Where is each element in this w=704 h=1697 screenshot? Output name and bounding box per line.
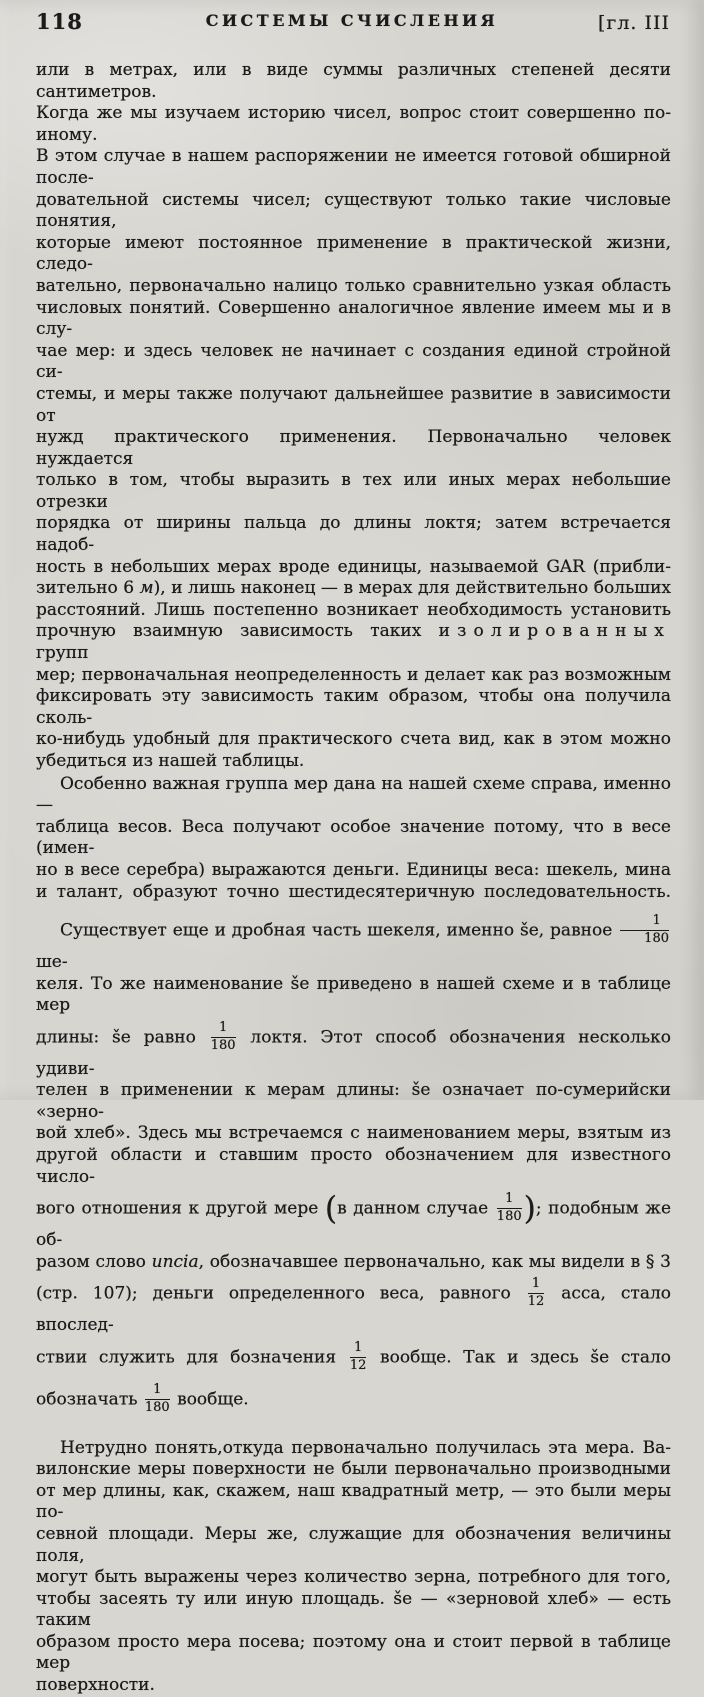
text-run: севной площади. Меры же, служащие для обозначения величины поля, <box>36 1523 671 1566</box>
text-line <box>36 1123 671 1145</box>
text-line <box>36 427 671 470</box>
text-run: Когда же мы изучаем историю чисел, вопрос стоит совершенно по-иному. <box>36 103 671 145</box>
inline-fraction: $\frac{1}{12}$ <box>349 1339 367 1373</box>
text-line <box>36 1675 671 1697</box>
text-run: стемы, и меры также получают дальнейшее развитие в зависимости от <box>36 383 671 426</box>
text-line <box>36 1632 671 1675</box>
text-line <box>36 1273 671 1336</box>
text-run: но в весе серебра) выражаются деньги. Единицы веса: шекель, мина <box>36 859 671 880</box>
text-line <box>36 1337 671 1379</box>
text-run: убедиться из нашей таблицы. <box>36 751 305 771</box>
text-line <box>36 882 671 904</box>
text-line <box>36 729 671 751</box>
chapter-label: [гл. III <box>597 12 670 34</box>
text-line <box>36 1524 671 1567</box>
running-head <box>0 0 704 39</box>
paragraph <box>36 774 671 904</box>
text-line <box>36 1145 671 1188</box>
big-parenthesis: ( <box>324 1191 338 1228</box>
text-line <box>36 1252 671 1274</box>
text-run: Существует еще и дробная часть шекеля, именно še, равное <box>60 920 619 941</box>
text-run: таблица весов. Веса получают особое значение потому, что в весе (имен- <box>36 816 671 859</box>
text-run: порядка от ширины пальца до длины локтя; затем встречается надоб- <box>36 513 671 556</box>
text-line <box>36 276 671 298</box>
text-run: вого отношения к другой мере <box>36 1198 325 1219</box>
text-run: , обозначавшее первоначально, как мы видели в § 3 <box>198 1251 671 1272</box>
text-run: локтя. Этот способ обозначения несколько удиви- <box>36 1027 671 1079</box>
text-run: от мер длины, как, скажем, наш квадратный метр, — это были меры по- <box>36 1480 671 1523</box>
text-run: Особенно важная группа мер дана на нашей схеме справа, именно— <box>36 773 671 816</box>
text-line <box>36 146 671 189</box>
text-run: образом просто мера посева; поэтому она и стоит первой в таблице мер <box>36 1631 671 1674</box>
text-line <box>36 1379 671 1421</box>
text-line <box>36 103 671 146</box>
text-line <box>36 298 671 341</box>
text-run: или в метрах, или в виде суммы различных степеней десяти сантиметров. <box>36 60 671 102</box>
text-line <box>36 190 671 233</box>
text-line <box>36 233 671 276</box>
text-line <box>36 686 671 729</box>
text-run: ствии служить для бозначения <box>36 1347 348 1368</box>
text-line <box>36 665 671 687</box>
text-run: другой области и ставшим просто обозначением для известного число- <box>36 1145 671 1187</box>
inline-fraction: $\frac{1}{180}$ <box>620 910 669 952</box>
text-run: чтобы засеять ту или иную площадь. še — «зерновой хлеб» — есть таким <box>36 1588 671 1631</box>
text-line <box>36 860 671 882</box>
text-run: ко-нибудь удобный для практического счета вид, как в этом можно <box>36 729 671 750</box>
text-line <box>36 470 671 513</box>
text-line <box>36 774 671 817</box>
text-run: прочную взаимную зависимость таких <box>36 621 439 642</box>
text-run: чае мер: и здесь человек не начинает с создания единой стройной си- <box>36 340 671 383</box>
text-line <box>36 751 671 773</box>
text-run: В этом случае в нашем распоряжении не имеется готовой обширной после- <box>36 146 671 188</box>
text-run: зительно 6 <box>36 578 140 599</box>
text-line <box>36 384 671 427</box>
text-run: которые имеют постоянное применение в практической жизни, следо- <box>36 232 671 275</box>
text-run: ), и лишь наконец — в мерах для действительно больших <box>153 578 672 599</box>
text-run: ше- <box>36 952 68 973</box>
text-run: длины: še равно <box>36 1027 209 1048</box>
page-body <box>0 39 704 1697</box>
text-line <box>36 621 671 664</box>
text-line <box>36 1017 671 1080</box>
text-run: вилонские меры поверхности не были первоначально производными <box>36 1459 671 1480</box>
text-line <box>36 1438 671 1460</box>
text-run: поверхности. <box>36 1675 155 1696</box>
text-line <box>36 910 671 973</box>
text-line <box>36 974 671 1017</box>
text-run: и талант, образуют точно шестидесятеричную последовательность. <box>36 881 671 902</box>
text-run: нужд практического применения. Первоначально человек нуждается <box>36 427 671 469</box>
text-run: могут быть выражены через количество зерна, потребного для того, <box>36 1567 671 1588</box>
text-run: вообще. Так и здесь še стало <box>368 1347 672 1368</box>
big-parenthesis: ) <box>523 1191 536 1228</box>
text-line <box>36 1080 671 1123</box>
text-run: в данном случае <box>337 1198 495 1219</box>
inline-fraction: $\frac{1}{180}$ <box>496 1191 522 1225</box>
text-run: вой хлеб». Здесь мы встречаемся с наименованием меры, взятым из <box>36 1123 671 1144</box>
text-run: uncia <box>151 1251 199 1272</box>
text-line <box>36 557 671 579</box>
text-line <box>36 1589 671 1632</box>
text-run: Нетрудно понять,откуда первоначально получилась эта мера. Ва- <box>60 1437 671 1458</box>
text-run: вообще. <box>171 1389 249 1410</box>
text-line <box>36 1459 671 1481</box>
text-run: числовых понятий. Совершенно аналогичное явление имеем мы и в слу- <box>36 297 671 340</box>
text-run: обозначать <box>36 1389 143 1410</box>
text-run: мер; первоначальная неопределенность и делает как раз возможным <box>36 664 671 685</box>
text-run: телен в применении к мерам длины: še означает по-сумерийски «зерно- <box>36 1080 671 1122</box>
text-line <box>36 1481 671 1524</box>
text-run: ность в небольших мерах вроде единицы, называемой GAR (прибли- <box>36 556 671 577</box>
text-run: ; подобным же об- <box>36 1198 671 1251</box>
text-run: вательно, первоначально налицо только сравнительно узкая область <box>36 275 671 296</box>
text-line <box>36 1188 671 1251</box>
text-line <box>36 60 671 103</box>
paragraph <box>36 60 671 773</box>
text-run: расстояний. Лишь постепенно возникает необходимость установить <box>36 599 671 620</box>
inline-fraction: $\frac{1}{12}$ <box>527 1276 545 1310</box>
text-line <box>36 513 671 556</box>
text-line <box>36 1567 671 1589</box>
text-run: разом слово <box>36 1251 152 1272</box>
text-run: только в том, чтобы выразить в тех или иных мерах небольшие отрезки <box>36 470 671 512</box>
text-line <box>36 341 671 384</box>
inline-fraction: $\frac{1}{180}$ <box>210 1019 236 1053</box>
paragraph <box>36 1438 671 1697</box>
text-run: (стр. 107); деньги определенного веса, равного <box>36 1283 526 1304</box>
text-run: групп <box>36 643 89 664</box>
text-run: фиксировать эту зависимость таким образом, чтобы она получила сколь- <box>36 686 671 728</box>
text-line <box>36 578 671 600</box>
page-number: 118 <box>36 9 83 34</box>
paragraph <box>36 910 671 1420</box>
text-run: м <box>139 578 154 599</box>
text-line <box>36 817 671 860</box>
text-run: изолированных <box>438 621 671 642</box>
inline-fraction: $\frac{1}{180}$ <box>144 1381 170 1415</box>
text-line <box>36 600 671 622</box>
page-title: СИСТЕМЫ СЧИСЛЕНИЯ <box>205 11 499 30</box>
text-run: келя. То же наименование še приведено в нашей схеме и в таблице мер <box>36 973 671 1016</box>
text-run: асса, стало впослед- <box>36 1283 671 1336</box>
text-run: довательной системы чисел; существуют только такие числовые понятия, <box>36 189 671 232</box>
